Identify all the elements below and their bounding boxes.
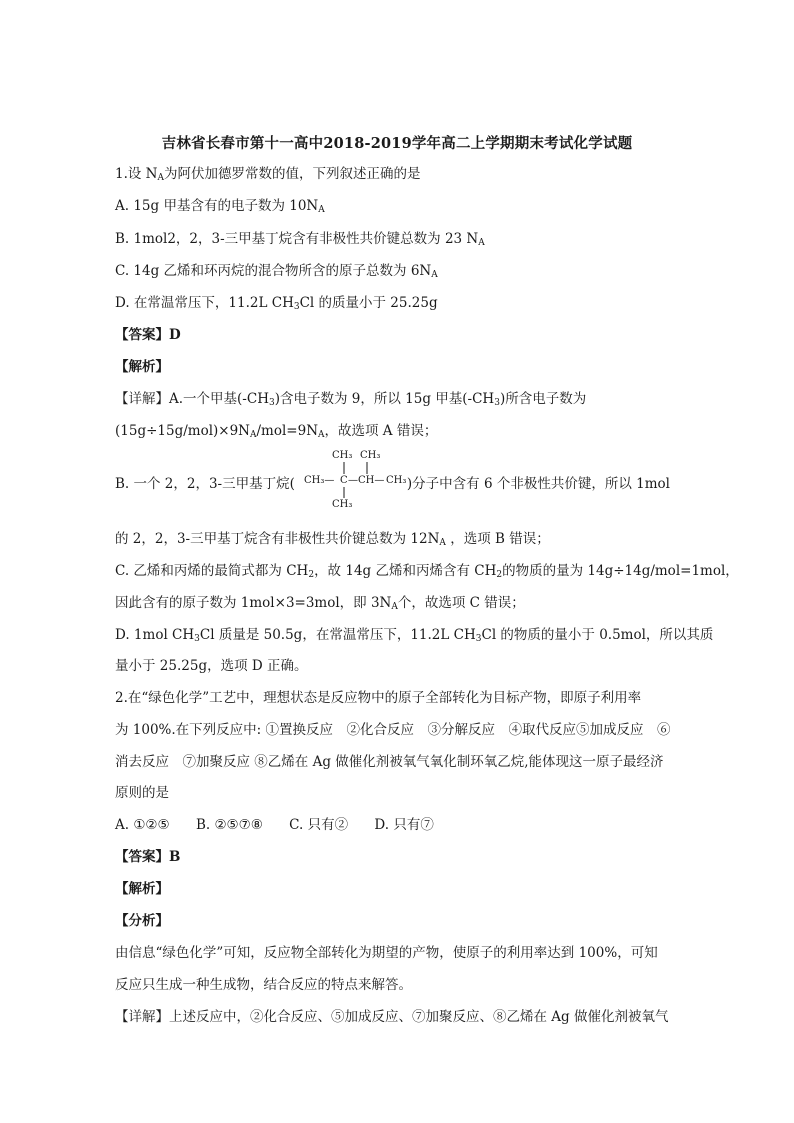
q2-stem-line2: 为 100%.在下列反应中: ①置换反应 ②化合反应 ③分解反应 ④取代反应⑤加成反应 ⑥ [115, 722, 671, 738]
q1-detail-d-line1: D. 1mol $CH_3Cl$ 质量是 50.5g，在常温常压下，11.2L $CH_3Cl$ 的物质的量小于 0.5mol，所以其质 [115, 627, 714, 644]
q1-detail-b-line1: B. 一个 2，2，3-三甲基丁烷( )分子中含有 6 个非极性共价键，所以 1mol [115, 476, 670, 492]
structural-formula [302, 448, 414, 512]
quaternary-carbon: C [340, 475, 348, 486]
q2-fenxi-line2: 反应只生成一种生成物，结合反应的特点来解答。 [115, 977, 412, 993]
methyl-bottom: CH₃ [332, 499, 353, 510]
q1-option-c: C. 14g 乙烯和环丙烷的混合物所含的原子总数为 $6N_A$ [115, 263, 438, 280]
q1-detail-d-line2: 量小于 25.25g，选项 D 正确。 [115, 658, 308, 674]
q2-option-b: B. ②⑤⑦⑧ [195, 817, 263, 833]
methyl-left: CH₃— [304, 475, 335, 486]
q1-answer: 【答案】D [115, 327, 181, 343]
q2-detail-line1: 【详解】上述反应中，②化合反应、⑤加成反应、⑦加聚反应、⑧乙烯在 Ag 做催化剂被氧气 [115, 1009, 669, 1025]
q2-answer: 【答案】B [115, 849, 181, 865]
methyl-top-left: CH₃ [332, 450, 353, 461]
q1-stem: 1.设 $N_A$为阿伏加德罗常数的值，下列叙述正确的是 [115, 166, 421, 183]
q2-fenxi-heading: 【分析】 [115, 913, 169, 929]
q1-option-d: D. 在常温常压下，11.2L $CH_3Cl$ 的质量小于 25.25g [115, 295, 438, 312]
methyl-right: CH₃ [386, 475, 407, 486]
q1-detail-c-line2: 因此含有的原子数为 1mol×3=3mol，即 $3N_A$个，故选项 C 错误； [115, 595, 525, 612]
q2-stem-line4: 原则的是 [115, 785, 169, 801]
q1-detail-c-line1: C. 乙烯和丙烯的最简式都为 $CH_2$，故 14g 乙烯和丙烯含有 $CH_2$的物质的量为 14g÷14g/mol=1mol， [115, 563, 739, 580]
page-title: 吉林省长春市第十一高中2018-2019学年高二上学期期末考试化学试题 [161, 135, 633, 152]
tertiary-carbon: —CH— [348, 475, 385, 486]
q1-detail-b-line2: 的 2，2，3-三甲基丁烷含有非极性共价键总数为 $12N_A$ ，选项 B 错误； [115, 531, 550, 548]
q2-option-c: C. 只有② [289, 817, 349, 833]
q1-detail-a-line1: 【详解】A.一个甲基$(-CH_3)$含电子数为 9，所以 15g 甲基$(-CH_3)$所含电子数为 [115, 391, 587, 408]
q1-analysis-heading: 【解析】 [115, 359, 169, 375]
q2-fenxi-line1: 由信息“绿色化学”可知，反应物全部转化为期望的产物，使原子的利用率达到 100%，可知 [115, 945, 658, 961]
q2-stem-line1: 2.在“绿色化学”工艺中，理想状态是反应物中的原子全部转化为目标产物，即原子利用率 [115, 690, 642, 706]
q2-stem-line3: 消去反应 ⑦加聚反应 ⑧乙烯在 Ag 做催化剂被氧气氧化制环氧乙烷,能体现这一原子最经济 [115, 754, 664, 770]
q1-option-b: B. 1mol2，2，3-三甲基丁烷含有非极性共价键总数为 23 $N_A$ [115, 231, 485, 248]
q1-detail-a-line2: $(15g\div 15g/mol)\times 9N_A/mol=9N_A$，故选项 A 错误； [115, 423, 438, 440]
q1-option-a: A. 15g 甲基含有的电子数为 $10N_A$ [115, 198, 325, 215]
methyl-top-right: CH₃ [360, 450, 381, 461]
q2-option-a: A. ①②⑤ [115, 817, 170, 833]
q2-analysis-heading: 【解析】 [115, 881, 169, 897]
q2-options [115, 815, 456, 835]
q2-option-d: D. 只有⑦ [374, 817, 434, 833]
